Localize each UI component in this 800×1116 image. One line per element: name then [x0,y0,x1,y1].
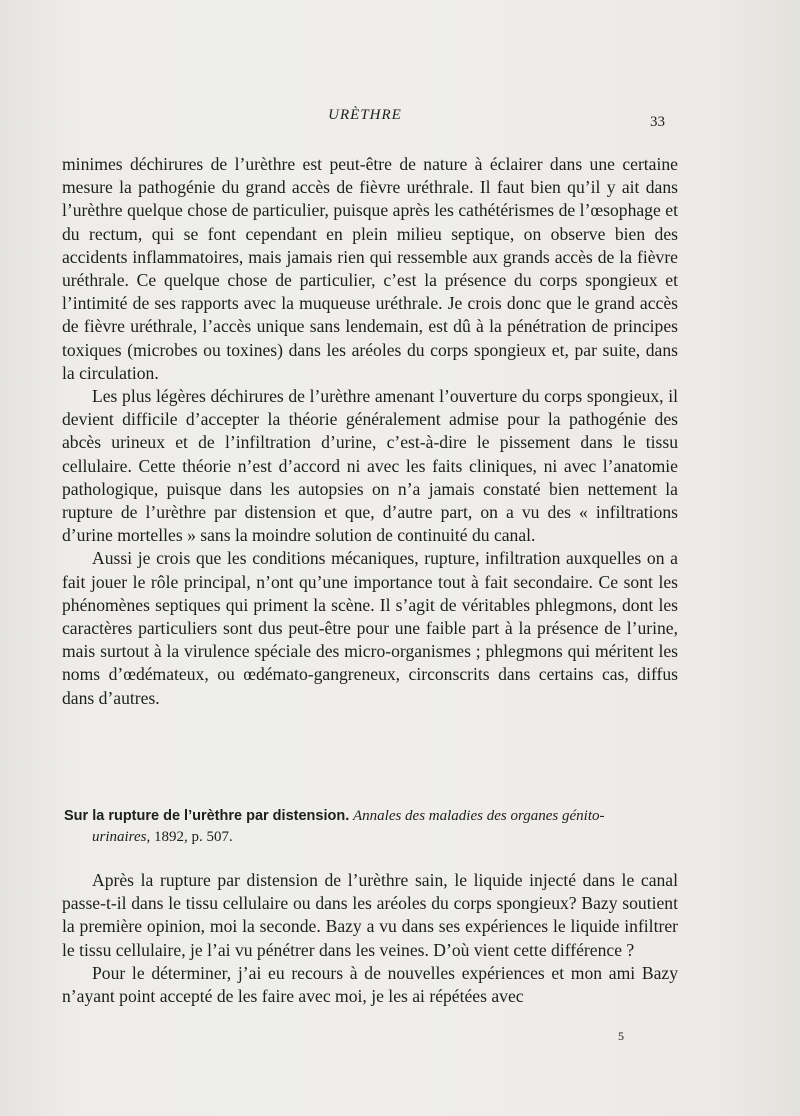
bibliography-journal-cont: urinaires [92,829,147,845]
bibliography-journal: Annales des maladies des organes génito- [352,808,605,824]
paragraph: minimes déchirures de l’urèthre est peut-être de nature à éclairer dans une certaine mesure la pathogénie du grand accès de fièvre uréthrale. Il faut bien qu’il y ait dans l’urèthre quelque chose de particulier, puisque après les cathétérismes de l’œsophage et du rectum, qui se font cependant en plein milieu septique, on observe bien des accidents inflammatoires, mais jamais rien qui ressemble aux grands accès de la fièvre uréthrale. Ce quelque chose de particulier, c’est la présence du corps spongieux et l’intimité de ses rapports avec la muqueuse uréthrale. Je crois donc que le grand accès de fièvre uréthrale, l’accès unique sans lendemain, est dû à la pénétration de principes toxiques (microbes ou toxines) dans les aréoles du corps spongieux et, par suite, dans la circulation. [62,154,678,383]
paragraph: Aussi je crois que les conditions mécaniques, rupture, infiltration auxquelles on a fait jouer le rôle principal, n’ont qu’une importance tout à fait secondaire. Ce sont les phénomènes septiques qui priment la scène. Il s’agit de véritables phlegmons, dont les caractères particuliers sont dus peut-être pour une faible part à la présence de l’urine, mais surtout à la virulence spéciale des micro-organismes ; phlegmons qui méritent les noms d’œdémateux, ou œdémato-gangreneux, circonscrits dans certains cas, diffus dans d’autres. [62,548,678,708]
bibliography-details: , 1892, p. 507. [146,829,233,845]
signature-mark: 5 [618,1029,624,1043]
main-text-top [62,153,678,710]
paragraph: Après la rupture par distension de l’urèthre sain, le liquide injecté dans le canal passe-t-il dans le tissu cellulaire ou dans les aréoles du corps spongieux? Bazy soutient la première opinion, moi la seconde. Bazy a vu dans ses expériences le liquide infiltrer le tissu cellulaire, je l’ai vu pénétrer dans les veines. D’où vient cette différence ? [62,870,678,960]
running-title: URÈTHRE [328,107,402,123]
main-text-bottom [62,869,678,1008]
bibliography-line2 [64,827,680,848]
bibliography-title: Sur la rupture de l’urèthre par distension. [64,808,350,824]
paragraph: Pour le déterminer, j’ai eu recours à de nouvelles expériences et mon ami Bazy n’ayant point accepté de les faire avec moi, je les ai répétées avec [62,962,678,1007]
paragraph: Les plus légères déchirures de l’urèthre amenant l’ouverture du corps spongieux, il devient difficile d’accepter la théorie généralement admise pour la pathogénie des abcès urineux et de l’infiltration d’urine, c’est-à-dire le pissement dans le tissu cellulaire. Cette théorie n’est d’accord ni avec les faits cliniques, ni avec l’anatomie pathologique, puisque dans les autopsies on n’a jamais constaté bien nettement la rupture de l’urèthre par distension et que, d’autre part, on a vu des « infiltrations d’urine mortelles » sans la moindre solution de continuité du canal. [62,386,678,546]
bibliography-entry [64,806,680,848]
page-number: 33 [650,114,665,130]
